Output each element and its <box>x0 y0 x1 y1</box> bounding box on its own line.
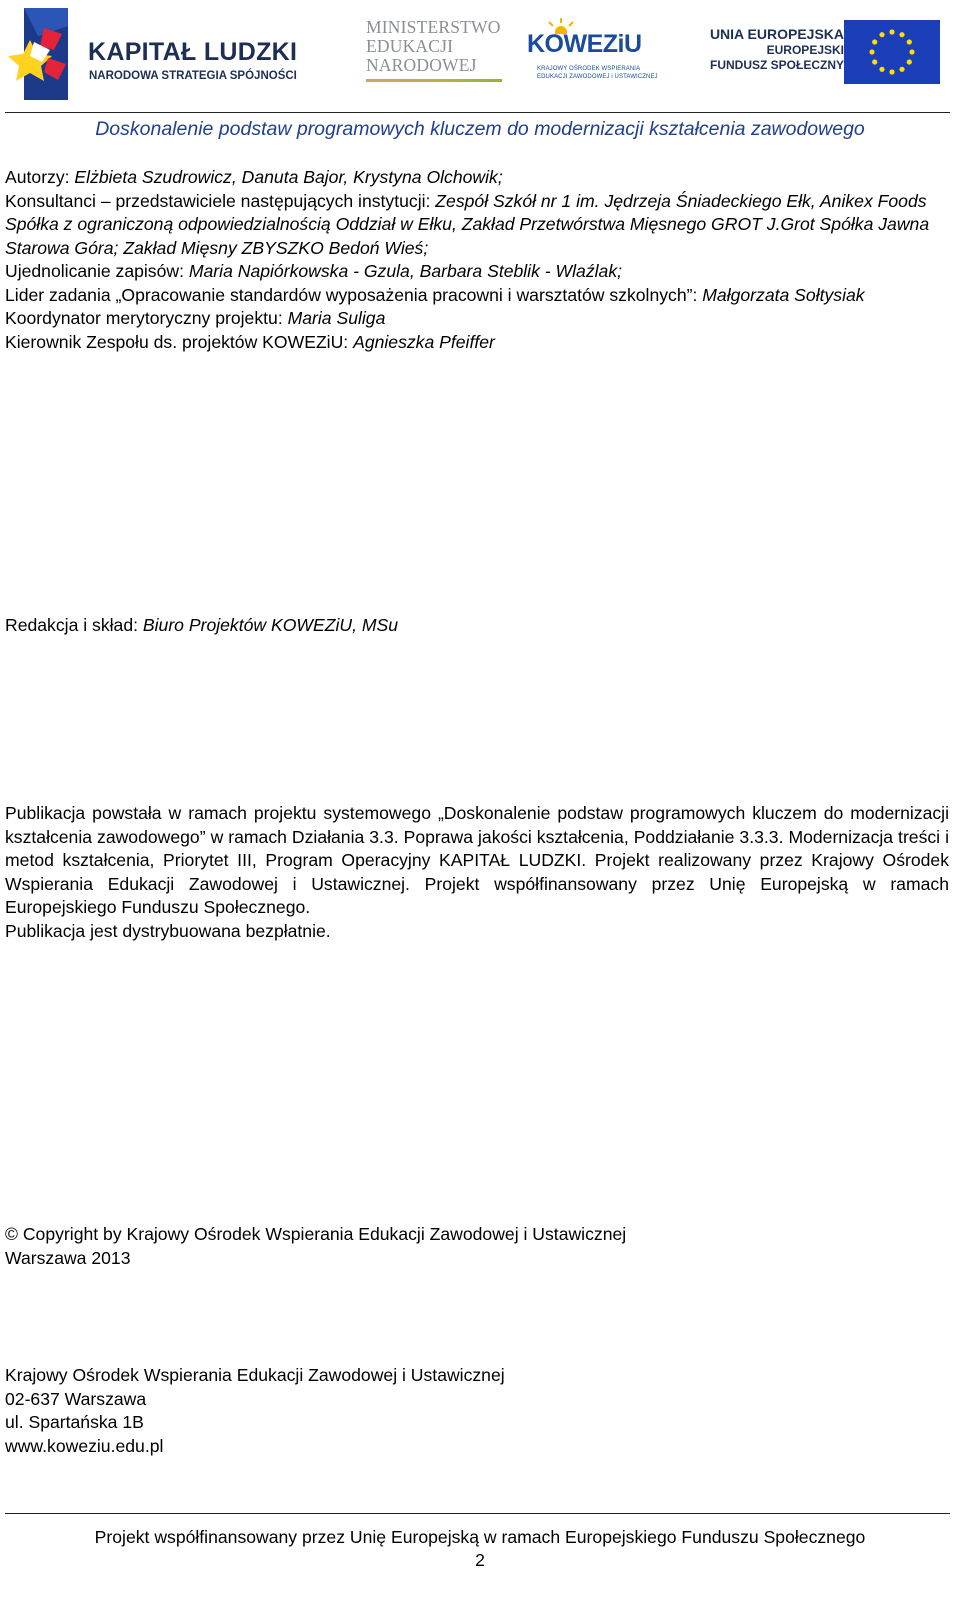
copyright-section <box>5 1223 949 1270</box>
authors-value: Elżbieta Szudrowicz, Danuta Bajor, Krystyna Olchowik; <box>74 167 503 187</box>
header-rule <box>5 112 950 113</box>
editing-line <box>5 614 949 638</box>
page-number: 2 <box>475 1550 485 1570</box>
header-logo-bar <box>0 0 960 112</box>
consultants-line <box>5 190 949 261</box>
koweziu-logo <box>527 14 658 88</box>
team-head-line <box>5 331 949 355</box>
task-leader-line <box>5 284 949 308</box>
publication-section <box>5 802 949 943</box>
kapital-ludzki-title: KAPITAŁ LUDZKI <box>88 38 298 66</box>
credits-section <box>5 166 949 354</box>
team-head-label: Kierownik Zespołu ds. projektów KOWEZiU: <box>5 331 354 352</box>
copyright-line: © Copyright by Krajowy Ośrodek Wspierania Edukacji Zawodowej i Ustawicznej <box>5 1224 627 1244</box>
coordinator-value: Maria Suliga <box>287 308 386 328</box>
eu-flag-icon <box>844 20 940 84</box>
editing-value: Biuro Projektów KOWEZiU, MSu <box>142 615 399 635</box>
consultants-value: Zespół Szkół nr 1 im. Jędrzeja Śniadeckiego Ełk, Anikex Foods Spółka z ograniczoną odpowiedzialnością Oddział w Ełku, Zakład Przetwórstwa Mięsnego GROT J.Grot Spółka Jawna Starowa Góra; Zakład Mięsny ZBYSZKO Bedoń Wieś; <box>5 190 930 258</box>
koweziu-subtitle-2: EDUKACJI ZAWODOWEJ i USTAWICZNEJ <box>537 74 658 80</box>
ministry-underline <box>366 79 502 82</box>
coordinator-line <box>5 307 949 331</box>
ministry-line-2: EDUKACJI <box>366 36 454 56</box>
eu-logo-line-1: UNIA EUROPEJSKA <box>709 26 844 42</box>
editing-label: Redakcja i skład: <box>5 615 143 635</box>
unification-value: Maria Napiórkowska - Gzula, Barbara Steblik - Wlaźlak; <box>188 261 623 281</box>
address-postal: 02-637 Warszawa <box>5 1388 147 1409</box>
free-distribution-note: Publikacja jest dystrybuowana bezpłatnie. <box>5 920 331 941</box>
team-head-value: Agnieszka Pfeiffer <box>353 331 495 352</box>
ministry-line-3: NARODOWEJ <box>366 55 477 75</box>
editing-section <box>5 614 949 638</box>
footer-rule <box>5 1513 950 1514</box>
authors-label: Autorzy: <box>5 167 75 187</box>
eu-logo-line-3: FUNDUSZ SPOŁECZNY <box>709 58 844 72</box>
eu-logo-text <box>710 26 844 73</box>
authors-line <box>5 166 949 190</box>
footer-cofinancing-note: Projekt współfinansowany przez Unię Europejską w ramach Europejskiego Funduszu Społecznego <box>94 1527 866 1547</box>
koweziu-subtitle-1: KRAJOWY OŚRODEK WSPIERANIA <box>537 66 641 72</box>
eu-logo-line-2: EUROPEJSKI <box>766 43 844 57</box>
copyright-year-line: Warszawa 2013 <box>5 1247 131 1268</box>
publication-paragraph: Publikacja powstała w ramach projektu systemowego „Doskonalenie podstaw programowych kluczem do modernizacji kształcenia zawodowego” w ramach Działania 3.3. Poprawa jakości kształcenia, Poddziałanie 3.3.3. Modernizacja treści i metod kształcenia, Priorytet III, Program Operacyjny KAPITAŁ LUDZKI. Projekt realizowany przez Krajowy Ośrodek Wspierania Edukacji Zawodowej i Ustawicznej. Projekt współfinansowany przez Unię Europejską w ramach Europejskiego Funduszu Społecznego. <box>5 803 949 917</box>
eu-social-fund-logo <box>708 20 948 90</box>
consultants-label: Konsultanci – przedstawiciele następujących instytucji: <box>5 190 436 211</box>
task-leader-label: Lider zadania „Opracowanie standardów wyposażenia pracowni i warsztatów szkolnych”: <box>5 284 703 305</box>
address-section <box>5 1364 949 1458</box>
address-website-link[interactable]: www.koweziu.edu.pl <box>5 1435 164 1456</box>
unification-label: Ujednolicanie zapisów: <box>5 261 189 281</box>
kapital-ludzki-star-icon <box>4 6 76 102</box>
unification-line <box>5 260 949 284</box>
running-title: Doskonalenie podstaw programowych kluczem do modernizacji kształcenia zawodowego <box>95 118 865 140</box>
coordinator-label: Koordynator merytoryczny projektu: <box>5 308 288 328</box>
address-street: ul. Spartańska 1B <box>5 1412 144 1432</box>
koweziu-wordmark: KOWEZiU <box>527 30 642 58</box>
task-leader-value: Małgorzata Sołtysiak <box>702 284 865 305</box>
ministry-line-1: MINISTERSTWO <box>366 17 501 37</box>
address-organization: Krajowy Ośrodek Wspierania Edukacji Zawodowej i Ustawicznej <box>5 1365 505 1385</box>
ministry-education-logo <box>366 18 504 88</box>
kapital-ludzki-logo <box>4 6 304 102</box>
kapital-ludzki-subtitle: NARODOWA STRATEGIA SPÓJNOŚCI <box>89 70 297 82</box>
